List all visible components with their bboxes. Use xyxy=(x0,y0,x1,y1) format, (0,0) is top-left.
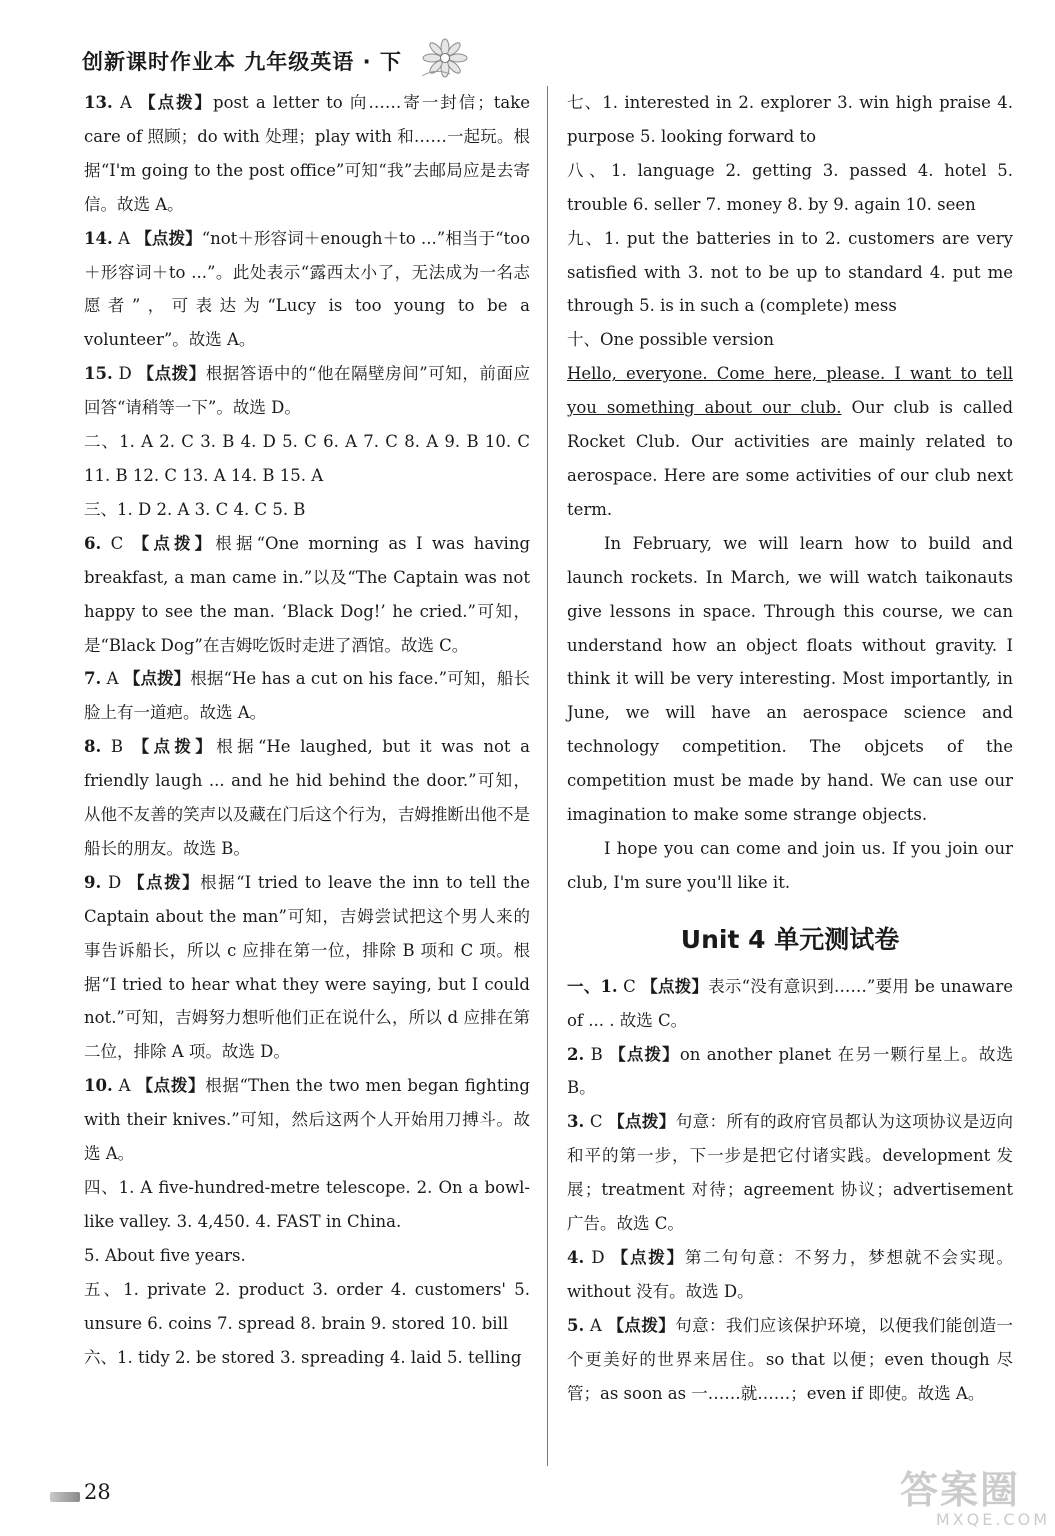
answer-line: 七、1. interested in 2. explorer 3. win high praise 4. purpose 5. looking forward to xyxy=(567,93,1013,146)
answer-item xyxy=(84,425,530,493)
hint-text: 第二句句意：不努力，梦想就不会实现。without 没有。故选 D。 xyxy=(567,1248,1014,1301)
essay-underlined-sentence: Hello, everyone. Come here, please. I want to tell you something about our club. xyxy=(567,364,1013,418)
item-number: 6. xyxy=(84,533,102,553)
item-number: 2. xyxy=(567,1044,585,1064)
answer-line: 三、1. D 2. A 3. C 4. C 5. B xyxy=(84,499,306,519)
item-number: 8. xyxy=(84,737,102,757)
item-answer: A xyxy=(118,228,130,248)
item-answer: A xyxy=(118,1076,131,1096)
hint-text: 根据“One morning as I was having breakfast, a man came in.”以及“The Captain was not happy to see the man. ‘Black Dog!’ he cried.”可知，是“Black Dog”在吉姆吃饭时走进了酒馆。故选 C。 xyxy=(84,533,531,655)
item-answer: A xyxy=(589,1315,602,1335)
answer-item xyxy=(84,1171,530,1239)
page-number xyxy=(50,1480,170,1510)
item-answer: A xyxy=(119,93,132,112)
answer-item xyxy=(567,1038,1013,1106)
hint-text: 根据“I tried to leave the inn to tell the Captain about the man”可知，吉姆尝试把这个男人来的事告诉船长，所以 c 应排在第一位，排除 B 项和 C 项。根据“I tried to hear what they were saying, but I could not.”可知，吉姆努力想听他们正在说什么，所以 d 应排在第二位，排除 A 项。故选 D。 xyxy=(84,872,531,1062)
hint-tag: 【点拨】 xyxy=(641,976,709,996)
answer-item xyxy=(84,493,530,527)
answer-line: 九、1. put the batteries in to 2. customers are very satisfied with 3. not to be up to standard 4. put me through 5. is in such a (complete) mess xyxy=(567,228,1013,316)
page-bar-icon xyxy=(50,1492,80,1502)
column-divider xyxy=(547,86,548,1466)
hint-tag: 【点拨】 xyxy=(611,1248,685,1267)
answer-line: 八、1. language 2. getting 3. passed 4. hotel 5. trouble 6. seller 7. money 8. by 9. again 10. seen xyxy=(567,160,1013,214)
watermark-logo: 答案圈 xyxy=(900,1468,1021,1512)
item-number: 一、1. xyxy=(567,976,618,996)
answer-item xyxy=(84,1239,530,1273)
hint-tag: 【点拨】 xyxy=(132,737,217,757)
answer-item xyxy=(567,1309,1013,1411)
hint-text: 表示“没有意识到……”要用 be unaware of ... . 故选 C。 xyxy=(567,976,1014,1030)
hint-tag: 【点拨】 xyxy=(609,1044,680,1064)
item-answer: C xyxy=(110,533,124,553)
answer-line: 5. About five years. xyxy=(84,1245,246,1265)
item-number: 5. xyxy=(567,1315,585,1335)
item-number: 14. xyxy=(84,228,113,248)
answer-item xyxy=(84,730,530,866)
item-number: 13. xyxy=(84,93,113,112)
answer-item xyxy=(567,222,1013,324)
hint-text: 根据“Then the two men began fighting with their knives.”可知，然后这两个人开始用刀搏斗。故选 A。 xyxy=(84,1076,530,1164)
answer-item xyxy=(567,154,1013,222)
answer-item xyxy=(567,323,1013,357)
essay-paragraph-1 xyxy=(567,357,1013,527)
item-answer: C xyxy=(589,1112,603,1132)
item-number: 4. xyxy=(567,1248,585,1267)
essay-paragraph-2: In February, we will learn how to build and launch rockets. In March, we will watch taikonauts give lessons in space. Through this course, we can understand how an object floats without gravity. I think it will be very interesting. Most importantly, in June, we will have an aerospace science and technology competition. The objcets of the competition must be made by hand. We can use our imagination to make some strange objects. xyxy=(567,533,1013,825)
item-number: 10. xyxy=(84,1076,113,1096)
watermark xyxy=(900,1470,1050,1532)
answer-item xyxy=(567,1241,1013,1309)
item-number: 7. xyxy=(84,669,102,689)
item-answer: D xyxy=(591,1248,605,1267)
hint-tag: 【点拨】 xyxy=(132,533,216,553)
flower-icon xyxy=(420,38,470,78)
answer-item xyxy=(84,1341,530,1375)
answer-line: 十、One possible version xyxy=(567,330,774,350)
answer-line: 六、1. tidy 2. be stored 3. spreading 4. laid 5. telling xyxy=(84,1347,522,1367)
hint-text: 句意：所有的政府官员都认为这项协议是迈向和平的第一步，下一步是把它付诸实践。development 发展；treatment 对待；agreement 协议；advertisement 广告。故选 C。 xyxy=(567,1112,1014,1234)
answer-item xyxy=(567,970,1013,1038)
essay-paragraph-3: I hope you can come and join us. If you join our club, I'm sure you'll like it. xyxy=(567,838,1013,892)
hint-text: 句意：我们应该保护环境，以便我们能创造一个更美好的世界来居住。so that 以便；even though 尽管；as soon as 一……就……；even if 即使。故选 A。 xyxy=(567,1315,1014,1403)
item-number: 9. xyxy=(84,872,102,892)
item-answer: B xyxy=(110,737,124,757)
hint-tag: 【点拨】 xyxy=(135,228,202,248)
answer-item xyxy=(84,86,530,222)
answer-line: 二、1. A 2. C 3. B 4. D 5. C 6. A 7. C 8. A 9. B 10. C 11. B 12. C 13. A 14. B 15. A xyxy=(84,432,530,485)
answer-item xyxy=(84,1273,530,1341)
watermark-url: MXQE.COM xyxy=(935,1510,1050,1529)
hint-tag: 【点拨】 xyxy=(123,669,191,689)
essay-p1-rest: Our club is called Rocket Club. Our activities are mainly related to aerospace. Here are some activities of our club next term. xyxy=(567,398,1014,519)
hint-tag: 【点拨】 xyxy=(608,1112,676,1132)
right-column xyxy=(567,86,1013,1411)
answer-item xyxy=(84,662,530,730)
item-answer: C xyxy=(623,976,636,996)
item-answer: D xyxy=(108,872,122,892)
answer-item xyxy=(84,357,530,425)
hint-tag: 【点拨】 xyxy=(607,1315,676,1335)
hint-text: on another planet 在另一颗行星上。故选 B。 xyxy=(567,1044,1013,1098)
left-column xyxy=(84,86,530,1374)
hint-text: “not＋形容词＋enough＋to ...”相当于“too＋形容词＋to ...”。此处表示“露西太小了，无法成为一名志愿者”，可表达为“Lucy is too young to be a volunteer”。故选 A。 xyxy=(84,228,531,350)
unit-title: Unit 4 单元测试卷 xyxy=(680,924,900,954)
page-header xyxy=(60,44,480,78)
answer-item xyxy=(567,86,1013,154)
hint-tag: 【点拨】 xyxy=(136,1076,206,1096)
answer-line: 四、1. A five-hundred-metre telescope. 2. On a bowl-like valley. 3. 4,450. 4. FAST in China. xyxy=(84,1178,530,1231)
answer-item xyxy=(84,527,530,663)
hint-text: post a letter to 向……寄一封信；take care of 照顾；do with 处理；play with 和……一起玩。根据“I'm going to the post office”可知“我”去邮局应是去寄信。故选 A。 xyxy=(84,93,530,214)
item-number: 3. xyxy=(567,1112,585,1132)
item-number: 15. xyxy=(84,364,113,384)
item-answer: D xyxy=(118,364,132,384)
item-answer: B xyxy=(590,1044,603,1064)
hint-text: 根据“He has a cut on his face.”可知，船长脸上有一道疤。故选 A。 xyxy=(84,669,531,723)
answer-item xyxy=(567,1105,1013,1241)
answer-item xyxy=(84,866,530,1069)
page-number-text: 28 xyxy=(84,1480,111,1504)
answer-item xyxy=(84,222,530,358)
answer-line: 五、1. private 2. product 3. order 4. customers' 5. unsure 6. coins 7. spread 8. brain 9. stored 10. bill xyxy=(84,1279,530,1333)
hint-tag: 【点拨】 xyxy=(139,93,214,112)
hint-tag: 【点拨】 xyxy=(128,872,201,892)
book-title: 创新课时作业本 九年级英语 · 下 xyxy=(82,50,402,74)
hint-tag: 【点拨】 xyxy=(137,364,206,384)
answer-item xyxy=(84,1069,530,1171)
hint-text: 根据“He laughed, but it was not a friendly laugh ... and he hid behind the door.”可知，从他不友善的笑声以及藏在门后这个行为，吉姆推断出他不是船长的朋友。故选 B。 xyxy=(84,737,531,858)
hint-text: 根据答语中的“他在隔壁房间”可知，前面应回答“请稍等一下”。故选 D。 xyxy=(84,364,530,418)
item-answer: A xyxy=(106,669,119,689)
